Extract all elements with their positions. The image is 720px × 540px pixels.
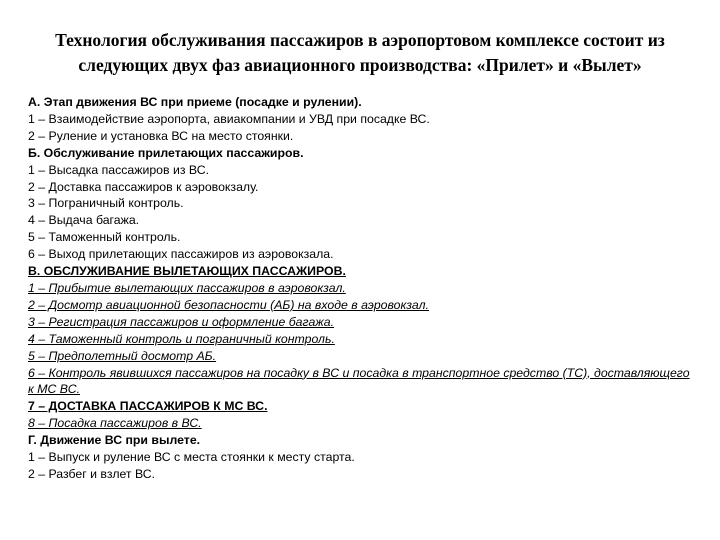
list-item: 4 – Таможенный контроль и пограничный контроль. — [28, 331, 335, 346]
slide-title: Технология обслуживания пассажиров в аэропортовом комплексе состоит из следующих двух фаз авиационного производства: «Прилет» и «Вылет» — [55, 30, 665, 75]
list-item: 1 – Высадка пассажиров из ВС. — [28, 162, 209, 177]
list-item: 5 – Предполетный досмотр АБ. — [28, 348, 217, 363]
list-item: 4 – Выдача багажа. — [28, 213, 140, 228]
list-item: 1 – Выпуск и руление ВС с места стоянки к месту старта. — [28, 450, 355, 465]
list-item-bold: 7 – ДОСТАВКА ПАССАЖИРОВ К МС ВС. — [28, 399, 268, 414]
list-item: 6 – Контроль явившихся пассажиров на посадку в ВС и посадка в транспортное средство (ТС), доставляющего к МС ВС. — [28, 365, 690, 397]
list-item: 1 – Прибытие вылетающих пассажиров в аэровокзал. — [28, 280, 346, 295]
section-heading-g: Г. Движение ВС при вылете. — [28, 433, 201, 448]
list-item: 6 – Выход прилетающих пассажиров из аэровокзала. — [28, 247, 334, 262]
section-heading-a: А. Этап движения ВС при приеме (посадке и рулении). — [28, 95, 362, 109]
list-item: 2 – Досмотр авиационной безопасности (АБ) на входе в аэровокзал. — [28, 297, 429, 312]
section-heading-b: Б. Обслуживание прилетающих пассажиров. — [28, 145, 304, 160]
list-item: 2 – Доставка пассажиров к аэровокзалу. — [28, 179, 259, 194]
list-item: 1 – Взаимодействие аэропорта, авиакомпании и УВД при посадке ВС. — [28, 111, 430, 126]
list-item: 3 – Пограничный контроль. — [28, 196, 184, 211]
list-item: 2 – Разбег и взлет ВС. — [28, 466, 156, 481]
list-item: 5 – Таможенный контроль. — [28, 230, 181, 245]
slide-body — [28, 94, 698, 483]
list-item: 8 – Посадка пассажиров в ВС. — [28, 416, 202, 431]
section-heading-v: В. ОБСЛУЖИВАНИЕ ВЫЛЕТАЮЩИХ ПАССАЖИРОВ. — [28, 264, 346, 279]
list-item: 2 – Руление и установка ВС на место стоянки. — [28, 128, 294, 143]
list-item: 3 – Регистрация пассажиров и оформление багажа. — [28, 314, 335, 329]
